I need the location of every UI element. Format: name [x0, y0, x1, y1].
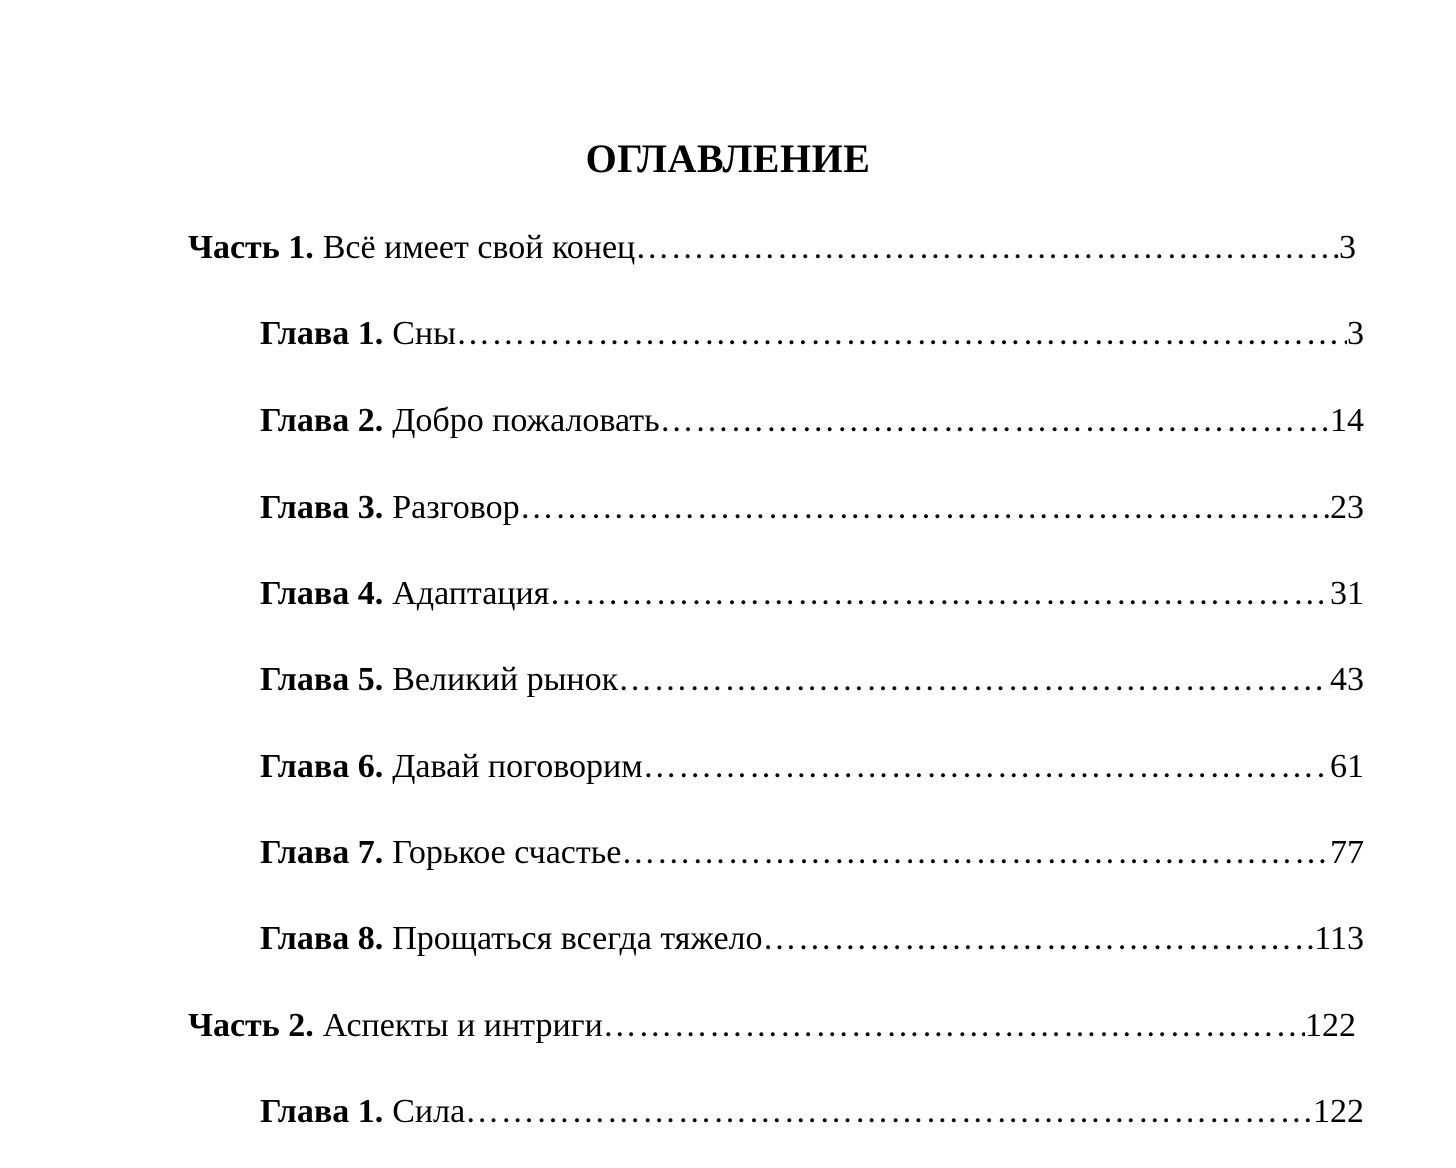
entry-title: Адаптация — [392, 575, 550, 612]
dot-leader — [465, 1092, 1313, 1132]
entry-label: Глава 5. — [260, 661, 384, 698]
entry-title: Добро пожаловать — [392, 402, 660, 439]
entry-label: Глава 8. — [260, 920, 384, 957]
toc-entry-chapter-5[interactable] — [260, 660, 1364, 700]
entry-title: Всё имеет свой конец — [322, 229, 636, 266]
entry-label: Глава 7. — [260, 834, 384, 871]
entry-label: Глава 2. — [260, 402, 384, 439]
toc-entry-chapter-8[interactable] — [260, 919, 1364, 959]
dot-leader — [635, 228, 1339, 268]
entry-label: Глава 1. — [260, 315, 384, 352]
entry-page-number: 23 — [1330, 489, 1364, 526]
entry-label: Глава 6. — [260, 748, 384, 785]
entry-page-number: 3 — [1339, 229, 1356, 266]
dot-leader — [618, 660, 1330, 700]
entry-page-number: 14 — [1330, 402, 1364, 439]
entry-title: Разговор — [392, 489, 520, 526]
entry-title: Аспекты и интриги — [322, 1007, 603, 1044]
toc-entry-chapter-7[interactable] — [260, 833, 1364, 873]
entry-page-number: 77 — [1330, 834, 1364, 871]
entry-label: Часть 1. — [188, 229, 314, 266]
entry-title: Сила — [392, 1093, 466, 1130]
entry-title: Горькое счастье — [392, 834, 622, 871]
dot-leader — [520, 488, 1330, 528]
entry-page-number: 3 — [1347, 315, 1364, 352]
entry-page-number: 61 — [1330, 748, 1364, 785]
entry-title: Великий рынок — [392, 661, 619, 698]
toc-entry-chapter-2[interactable] — [260, 401, 1364, 441]
dot-leader — [621, 833, 1330, 873]
entry-label: Глава 3. — [260, 489, 384, 526]
entry-title: Давай поговорим — [392, 748, 643, 785]
toc-entry-part-2-chapter-1[interactable] — [260, 1092, 1364, 1132]
dot-leader — [549, 574, 1330, 614]
entry-page-number: 113 — [1314, 920, 1364, 957]
entry-page-number: 122 — [1305, 1007, 1356, 1044]
entry-title: Сны — [392, 315, 456, 352]
entry-label: Глава 4. — [260, 575, 384, 612]
toc-entry-chapter-4[interactable] — [260, 574, 1364, 614]
page-title: ОГЛАВЛЕНИЕ — [585, 136, 871, 181]
toc-entry-chapter-1[interactable] — [260, 314, 1364, 354]
dot-leader — [603, 1006, 1305, 1046]
entry-page-number: 43 — [1330, 661, 1364, 698]
entry-title: Прощаться всегда тяжело — [392, 920, 763, 957]
dot-leader — [763, 919, 1315, 959]
entry-label: Глава 1. — [260, 1093, 384, 1130]
toc-entry-part-1[interactable] — [188, 228, 1356, 268]
toc-entry-part-2[interactable] — [188, 1006, 1356, 1046]
entry-page-number: 122 — [1313, 1093, 1364, 1130]
entry-page-number: 31 — [1330, 575, 1364, 612]
toc-entry-chapter-6[interactable] — [260, 747, 1364, 787]
dot-leader — [456, 314, 1347, 354]
entry-label: Часть 2. — [188, 1007, 314, 1044]
dot-leader — [643, 747, 1330, 787]
dot-leader — [660, 401, 1330, 441]
toc-entry-chapter-3[interactable] — [260, 488, 1364, 528]
